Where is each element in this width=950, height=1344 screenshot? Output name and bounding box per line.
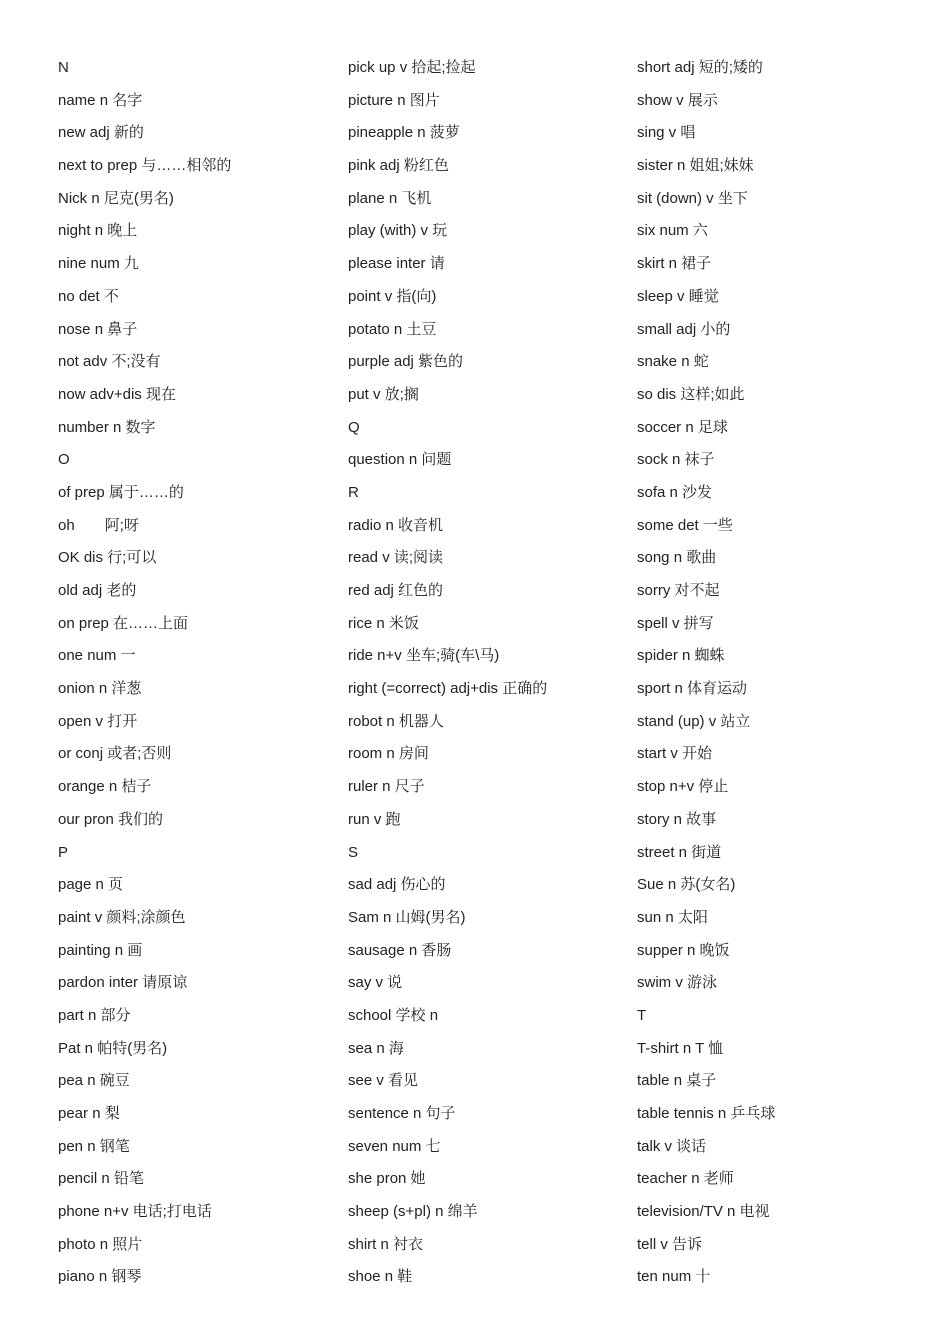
vocab-column-3 [637,52,922,1294]
vocab-entry: skirt n 裙子 [637,255,712,273]
vocab-entry: put v 放;搁 [348,385,419,403]
vocab-entry: start v 开始 [637,745,713,763]
vocab-entry: short adj 短的;矮的 [637,59,763,76]
section-letter: O [58,451,70,469]
vocab-entry: red adj 红色的 [348,582,444,599]
vocab-entry: street n 街道 [637,843,722,861]
vocab-entry: night n 晚上 [58,222,138,240]
vocab-entry: see v 看见 [348,1072,419,1090]
vocab-entry: pen n 钢笔 [58,1137,130,1155]
vocab-entry: pink adj 粉红色 [348,157,449,175]
vocab-entry: plane n 飞机 [348,189,432,207]
vocab-entry: shoe n 鞋 [348,1268,413,1286]
vocab-entry: pineapple n 菠萝 [348,124,460,142]
vocab-entry: robot n 机器人 [348,712,444,730]
vocab-entry: spell v 拼写 [637,614,714,632]
vocab-entry: sheep (s+pl) n 绵羊 [348,1203,478,1221]
vocab-entry: stop n+v 停止 [637,778,729,796]
vocab-entry: run v 跑 [348,810,401,828]
vocab-entry: sorry 对不起 [637,582,720,599]
vocab-entry: spider n 蜘蛛 [637,647,725,665]
vocab-entry: sport n 体育运动 [637,680,748,698]
vocab-entry: or conj 或者;否则 [58,745,172,763]
vocab-entry: soccer n 足球 [637,418,728,436]
vocab-entry: radio n 收音机 [348,516,444,534]
vocab-entry: talk v 谈话 [637,1137,707,1155]
vocab-entry: ten num 十 [637,1268,711,1286]
vocab-entry: T-shirt n T 恤 [637,1039,724,1057]
section-letter: P [58,843,69,861]
vocab-entry: ruler n 尺子 [348,778,425,796]
vocab-entry: point v 指(向) [348,287,437,305]
vocab-entry: sun n 太阳 [637,908,708,926]
vocab-entry: next to prep 与……相邻的 [58,157,232,175]
vocab-entry: sausage n 香肠 [348,941,452,959]
vocab-entry: sister n 姐姐;妹妹 [637,157,754,175]
vocab-entry: television/TV n 电视 [637,1203,770,1221]
vocab-entry: sleep v 睡觉 [637,287,719,305]
vocab-entry: question n 问题 [348,451,452,469]
vocab-entry: so dis 这样;如此 [637,385,745,403]
vocab-entry: play (with) v 玩 [348,222,448,240]
vocab-entry: right (=correct) adj+dis 正确的 [348,680,548,698]
vocab-entry: pardon inter 请原谅 [58,974,188,992]
vocab-entry: pick up v 拾起;捡起 [348,59,476,76]
vocab-entry: seven num 七 [348,1137,441,1155]
vocab-entry: purple adj 紫色的 [348,353,464,371]
vocab-entry: room n 房间 [348,745,429,763]
vocab-entry: sofa n 沙发 [637,483,713,501]
vocab-entry: song n 歌曲 [637,549,717,567]
vocab-entry: open v 打开 [58,712,138,730]
vocab-entry: number n 数字 [58,418,156,436]
vocab-entry: pear n 梨 [58,1105,120,1122]
section-letter: Q [348,418,360,436]
vocab-entry: our pron 我们的 [58,810,164,828]
vocab-entry: sing v 唱 [637,124,696,142]
vocab-entry: part n 部分 [58,1006,131,1024]
vocab-entry: picture n 图片 [348,91,440,109]
vocab-entry: orange n 桔子 [58,778,152,796]
vocab-entry: old adj 老的 [58,582,137,599]
vocab-entry: of prep 属于……的 [58,483,184,501]
vocab-entry: photo n 照片 [58,1235,143,1253]
vocab-entry: story n 故事 [637,810,717,828]
vocab-entry: sock n 袜子 [637,451,715,469]
vocab-entry: ride n+v 坐车;骑(车\马) [348,647,500,665]
section-letter: N [58,59,69,76]
vocab-entry: some det 一些 [637,516,733,534]
vocab-entry: snake n 蛇 [637,353,709,371]
vocab-entry: sentence n 句子 [348,1105,456,1122]
vocab-entry: paint v 颜料;涂颜色 [58,908,186,926]
section-letter: R [348,483,359,501]
vocab-entry: Sue n 苏(女名) [637,876,736,894]
vocab-entry: new adj 新的 [58,124,144,142]
vocab-column-2 [348,52,633,1294]
vocab-entry: tell v 告诉 [637,1235,703,1253]
vocab-entry: she pron 她 [348,1170,426,1188]
vocab-entry: swim v 游泳 [637,974,717,992]
vocab-entry: teacher n 老师 [637,1170,734,1188]
vocab-entry: now adv+dis 现在 [58,385,176,403]
vocab-entry: shirt n 衬衣 [348,1235,424,1253]
vocab-entry: school 学校 n [348,1006,439,1024]
vocab-entry: read v 读;阅读 [348,549,444,567]
vocab-entry: table tennis n 乒乓球 [637,1105,776,1122]
vocab-entry: painting n 画 [58,941,143,959]
vocab-entry: Nick n 尼克(男名) [58,189,174,207]
vocab-entry: name n 名字 [58,91,143,109]
vocab-column-1 [58,52,343,1294]
vocab-entry: Sam n 山姆(男名) [348,908,466,926]
vocab-entry: table n 桌子 [637,1072,717,1090]
vocab-entry: no det 不 [58,287,119,305]
vocab-entry: sad adj 伤心的 [348,876,446,894]
vocab-entry: OK dis 行;可以 [58,549,157,567]
vocab-entry: rice n 米饭 [348,614,419,632]
vocab-entry: potato n 土豆 [348,320,437,338]
vocab-entry: on prep 在……上面 [58,614,189,632]
vocab-entry: pea n 碗豆 [58,1072,130,1090]
vocab-entry: stand (up) v 站立 [637,712,751,730]
vocab-entry: small adj 小的 [637,320,731,338]
vocab-entry: oh 阿;呀 [58,516,139,534]
section-letter: T [637,1006,647,1024]
vocab-entry: pencil n 铅笔 [58,1170,144,1188]
vocab-entry: onion n 洋葱 [58,680,142,698]
vocab-entry: one num 一 [58,647,136,665]
vocab-entry: phone n+v 电话;打电话 [58,1203,212,1221]
vocab-entry: sea n 海 [348,1039,404,1057]
vocab-entry: nine num 九 [58,255,139,273]
vocab-entry: piano n 钢琴 [58,1268,142,1286]
section-letter: S [348,843,359,861]
vocab-entry: please inter 请 [348,255,445,273]
vocab-entry: Pat n 帕特(男名) [58,1039,168,1057]
vocab-entry: say v 说 [348,974,403,992]
vocab-entry: not adv 不;没有 [58,353,161,371]
vocab-entry: page n 页 [58,876,124,894]
vocab-entry: show v 展示 [637,91,718,109]
vocab-entry: nose n 鼻子 [58,320,138,338]
vocab-entry: sit (down) v 坐下 [637,189,748,207]
vocab-entry: supper n 晚饭 [637,941,730,959]
vocab-entry: six num 六 [637,222,708,240]
